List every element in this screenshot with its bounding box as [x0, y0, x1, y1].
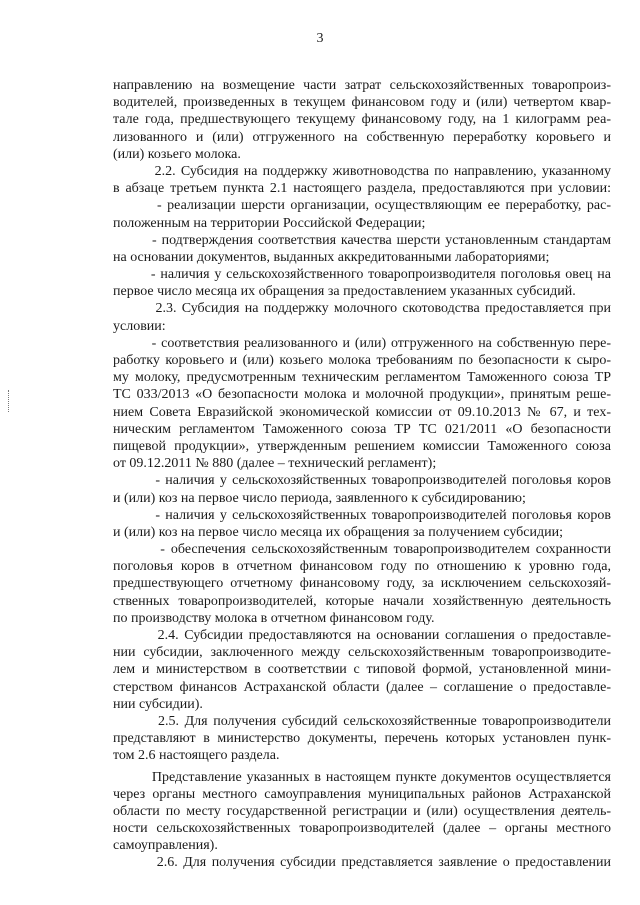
document-body [113, 77, 611, 872]
text-line: на основании документов, выданных аккредитованными лабораториями; [113, 249, 550, 265]
text-line: по производству молока в отчетном финансовом году. [113, 610, 435, 626]
text-line: том 2.6 настоящего раздела. [113, 748, 280, 764]
text-line: - соответствия реализованного и (или) отгруженного на собственную пере- [113, 335, 611, 351]
text-line: представляют в министерство документы, перечень которых установлен пунк- [113, 731, 611, 747]
text-line: предшествующего отчетному финансовому году, за исключением сельскохозяй- [113, 576, 611, 592]
text-line: Представление указанных в настоящем пункте документов осуществляется [113, 769, 611, 785]
text-line: работку коровьего и (или) козьего молока требованиям по безопасности к сыро- [113, 353, 611, 368]
text-line: (или) козьего молока. [113, 146, 241, 162]
text-line: 2.5. Для получения субсидий сельскохозяйственные товаропроизводители [113, 713, 611, 729]
page-number: 3 [316, 31, 324, 46]
text-line: в абзаце третьем пункта 2.1 настоящего раздела, предоставляются при условии: [113, 181, 611, 197]
text-line: поголовья коров в отчетном финансовом году по отношению к уровню года, [113, 559, 611, 575]
text-line: - обеспечения сельскохозяйственным товаропроизводителем сохранности [113, 542, 611, 558]
text-line: - наличия у сельскохозяйственного товаропроизводителя поголовья овец на [113, 267, 611, 283]
text-line: 2.6. Для получения субсидии представляется заявление о предоставлении [113, 855, 611, 871]
text-line: водителей, произведенных в текущем финансовом году и (или) четвертом квар- [113, 95, 611, 111]
text-line: области по месту государственной регистрации и (или) осуществления деятель- [113, 803, 611, 819]
text-line: самоуправления). [113, 838, 218, 854]
text-line: - наличия у сельскохозяйственных товаропроизводителей поголовья коров [113, 507, 611, 523]
text-line: и (или) коз на первое число периода, заявленного к субсидированию; [113, 490, 526, 506]
text-line: - реализации шерсти организации, осуществляющим ее переработку, рас- [113, 198, 611, 214]
text-line: тале года, предшествующего текущему финансовому году, на 1 килограмм реа- [113, 112, 611, 128]
text-line: 2.3. Субсидия на поддержку молочного скотоводства предоставляется при [113, 301, 611, 317]
text-line: ности сельскохозяйственных товаропроизводителей (далее – органы местного [113, 821, 611, 837]
text-line: 2.4. Субсидии предоставляются на основании соглашения о предоставле- [113, 628, 611, 643]
text-line: направлению на возмещение части затрат сельскохозяйственных товаропроиз- [113, 78, 611, 93]
text-line: ственных товаропроизводителей, которые начали хозяйственную деятельность [113, 593, 611, 609]
text-line: от 09.12.2011 № 880 (далее – технический регламент); [113, 456, 437, 472]
text-line: - наличия у сельскохозяйственных товаропроизводителей поголовья коров [113, 473, 611, 489]
text-line: ническим регламентом Таможенного союза ТР ТС 021/2011 «О безопасности [113, 421, 611, 437]
text-line: первое число месяца их обращения за предоставлением указанных субсидий. [113, 284, 576, 300]
text-line: положенным на территории Российской Федерации; [113, 215, 426, 231]
text-line: лизованного и (или) отгруженного на собственную переработку коровьего и [113, 129, 611, 145]
text-line: ТС 033/2013 «О безопасности молока и молочной продукции», принятым реше- [113, 387, 611, 403]
text-line: и (или) коз на первое число месяца их обращения за получением субсидии; [113, 524, 564, 540]
text-line: лем и министерством в соответствии с типовой формой, установленной мини- [113, 662, 611, 678]
text-line: 2.2. Субсидия на поддержку животноводства по направлению, указанному [113, 163, 611, 179]
text-line: стерством финансов Астраханской области (далее – соглашение о предоставле- [113, 679, 611, 695]
margin-mark [8, 390, 11, 412]
text-line: нии субсидии). [113, 696, 203, 712]
text-line: условии: [113, 318, 166, 334]
text-line: через органы местного самоуправления муниципальных районов Астраханской [113, 786, 611, 802]
text-line: - подтверждения соответствия качества шерсти установленным стандартам [113, 232, 611, 248]
text-line: нии субсидии, заключенного между сельскохозяйственным товаропроизводите- [113, 645, 611, 661]
text-line: нием Совета Евразийской экономической комиссии от 09.10.2013 № 67, и тех- [113, 404, 611, 420]
text-line: му молоку, предусмотренным техническим регламентом Таможенного союза ТР [113, 370, 611, 386]
text-line: пищевой продукции», утвержденным решением комиссии Таможенного союза [113, 438, 611, 454]
